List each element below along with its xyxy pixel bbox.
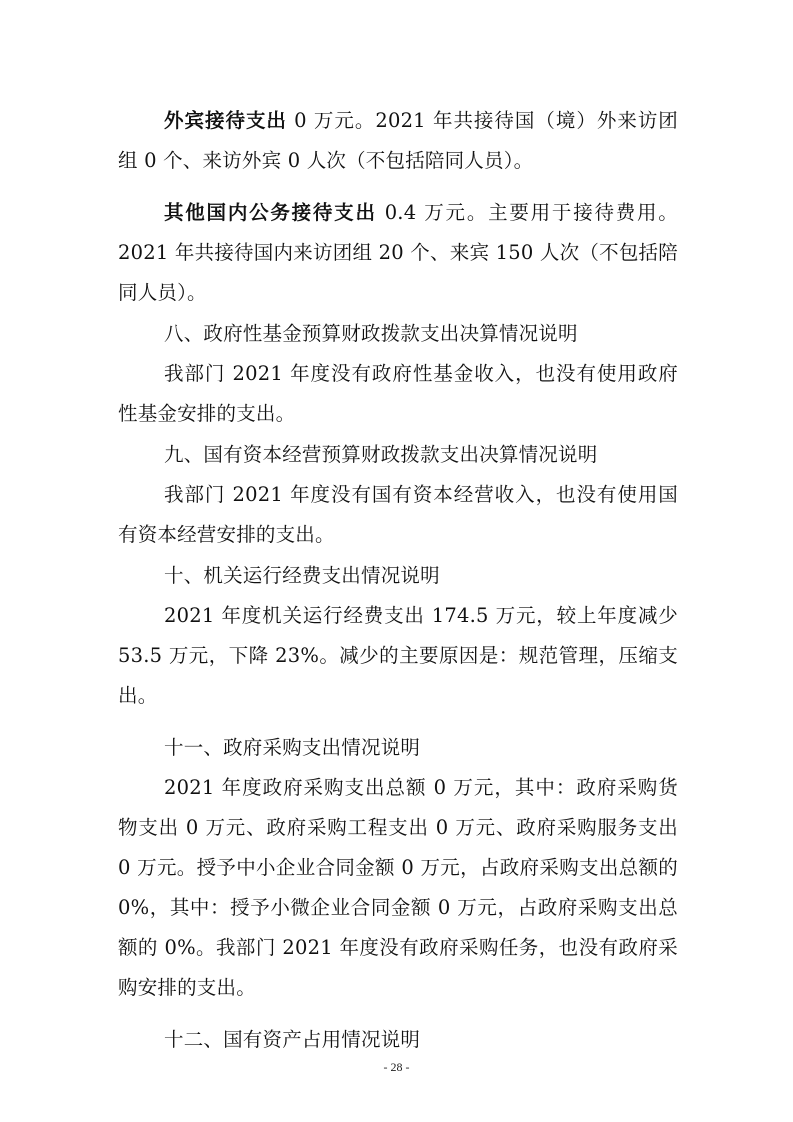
- section-11-heading: 十一、政府采购支出情况说明: [164, 736, 421, 759]
- section-10-heading: 十、机关运行经费支出情况说明: [164, 564, 440, 587]
- domestic-reception-paragraph: [118, 193, 678, 313]
- section-9-heading: 九、国有资本经营预算财政拨款支出决算情况说明: [164, 443, 598, 466]
- section-12-heading: 十二、国有资产占用情况说明: [164, 1028, 421, 1051]
- page-number: - 28 -: [383, 1060, 410, 1074]
- section-10-body: 2021 年度机关运行经费支出 174.5 万元，较上年度减少 53.5 万元，下降 23%。减少的主要原因是：规范管理，压缩支出。: [118, 604, 678, 707]
- section-8-body: 我部门 2021 年度没有政府性基金收入，也没有使用政府性基金安排的支出。: [118, 362, 678, 425]
- foreign-reception-lead: 外宾接待支出: [164, 109, 287, 132]
- section-11-body: 2021 年度政府采购支出总额 0 万元，其中：政府采购货物支出 0 万元、政府采购工程支出 0 万元、政府采购服务支出 0 万元。授予中小企业合同金额 0 万元，占政府采购支出总额的 0%，其中：授予小微企业合同金额 0 万元，占政府采购支出总额的 0%。我部门 2021 年度没有政府采购任务，也没有政府采购安排的支出。: [118, 776, 678, 999]
- domestic-reception-lead: 其他国内公务接待支出: [164, 201, 377, 224]
- document-page: [118, 101, 678, 1060]
- domestic-reception-text: 0.4 万元。主要用于接待费用。2021 年共接待国内来访团组 20 个、来宾 150 人次（不包括陪同人员）。: [118, 201, 678, 304]
- section-9-body: 我部门 2021 年度没有国有资本经营收入，也没有使用国有资本经营安排的支出。: [118, 483, 678, 546]
- foreign-reception-paragraph: [118, 101, 678, 181]
- foreign-reception-text: 0 万元。2021 年共接待国（境）外来访团组 0 个、来访外宾 0 人次（不包括陪同人员）。: [118, 109, 679, 172]
- section-8-heading: 八、政府性基金预算财政拨款支出决算情况说明: [164, 322, 578, 345]
